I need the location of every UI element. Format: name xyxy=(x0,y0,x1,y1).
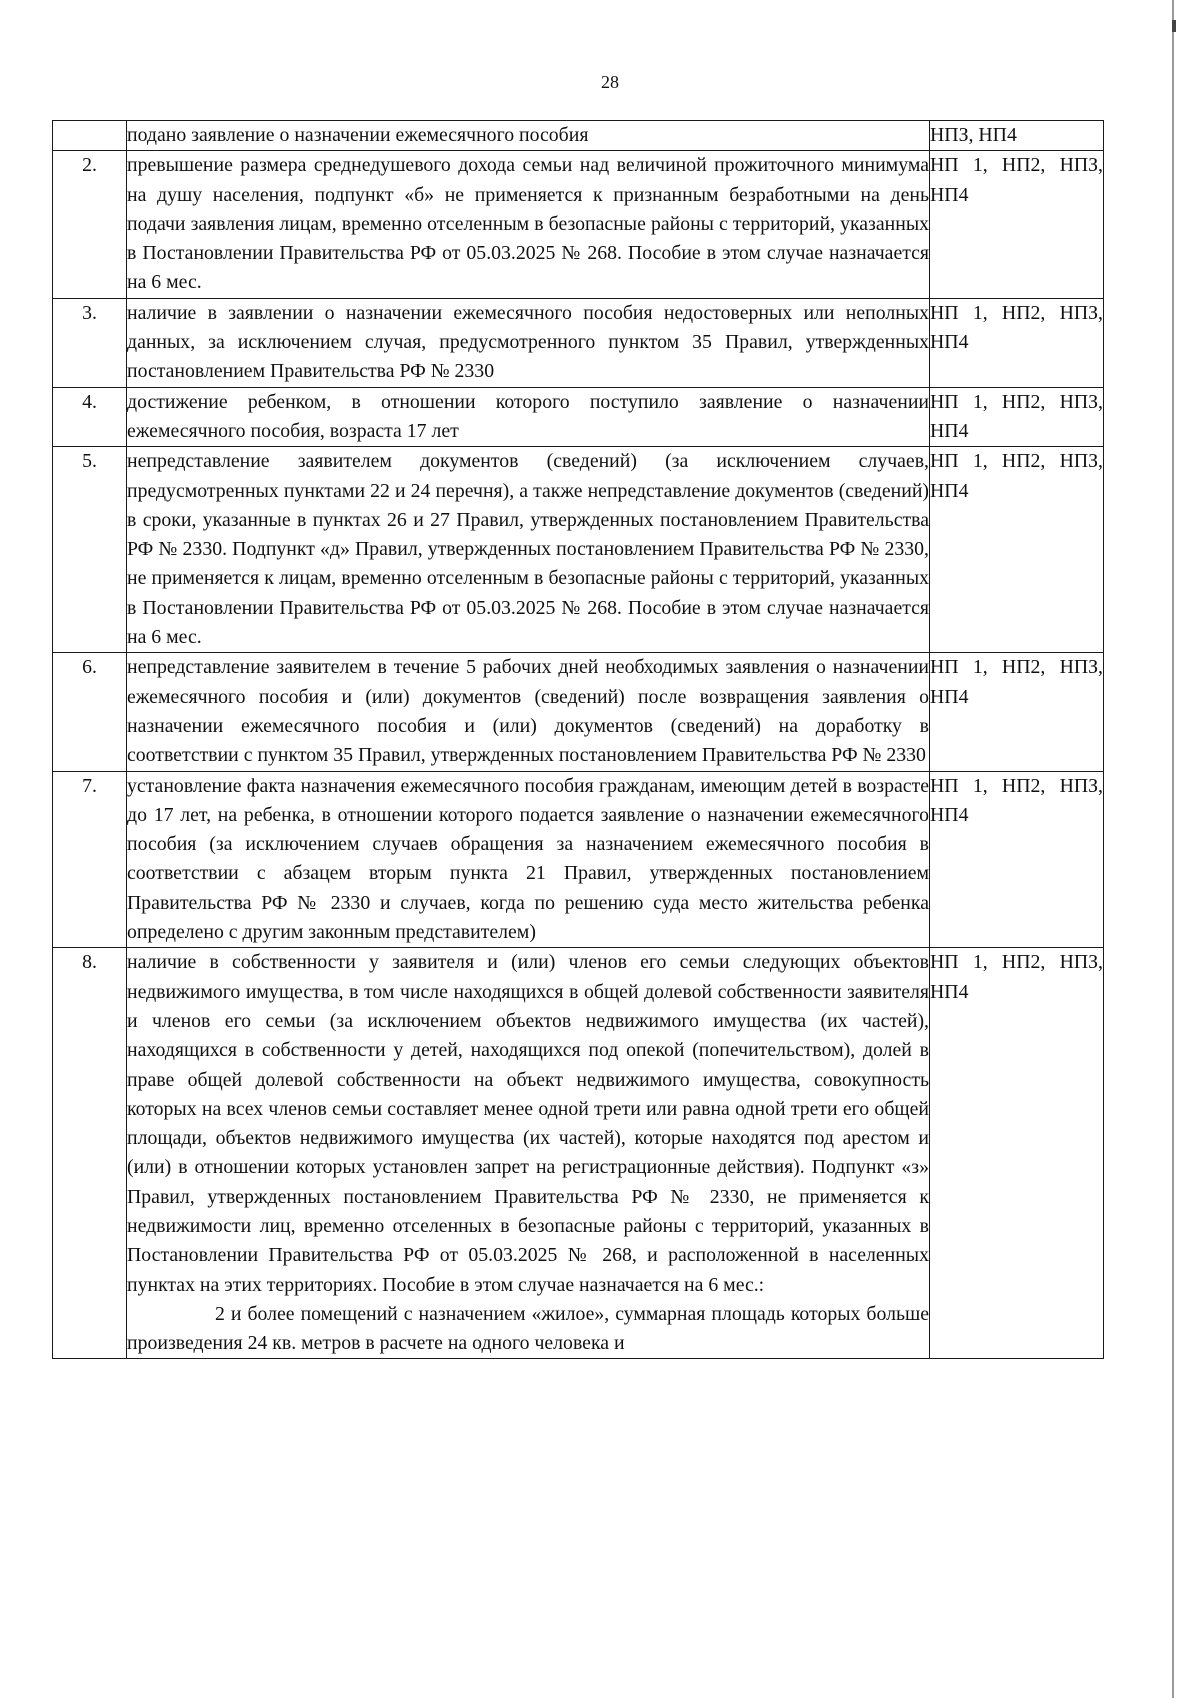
table-row xyxy=(53,653,1104,771)
table-row xyxy=(53,298,1104,387)
row-number: 5. xyxy=(53,447,127,653)
scan-edge-mark xyxy=(1172,20,1176,32)
table-row xyxy=(53,447,1104,653)
row-number: 7. xyxy=(53,771,127,948)
row-text: непредставление заявителем в течение 5 рабочих дней необходимых заявления о назначении ежемесячного пособия и (или) документов (сведений) после возвращения заявления о назначении ежемесячного пособия и (или) документов (сведений) на доработку в соответствии с пунктом 35 Правил, утвержденных постановлением Правительства РФ № 2330 xyxy=(127,653,930,771)
row-subitem-text: 2 и более помещений с назначением «жилое», суммарная площадь которых больше произведения 24 кв. метров в расчете на одного человека и xyxy=(127,1302,929,1355)
row-codes: НП 1, НП2, НПЗ, НП4 xyxy=(930,298,1104,387)
page-number: 28 xyxy=(601,72,619,92)
row-codes: НП 1, НП2, НПЗ, НП4 xyxy=(930,447,1104,653)
table-row xyxy=(53,948,1104,1359)
row-number xyxy=(53,121,127,151)
row-codes: НП 1, НП2, НПЗ, НП4 xyxy=(930,151,1104,298)
row-text: достижение ребенком, в отношении которого поступило заявление о назначении ежемесячного пособия, возраста 17 лет xyxy=(127,387,930,447)
row-text: непредставление заявителем документов (сведений) (за исключением случаев, предусмотренных пунктами 22 и 24 перечня), а также непредставление документов (сведений) в сроки, указанные в пунктах 26 и 27 Правил, утвержденных постановлением Правительства РФ № 2330. Подпункт «д» Правил, утвержденных постановлением Правительства РФ № 2330, не применяется к лицам, временно отселенным в безопасные районы с территорий, указанных в Постановлении Правительства РФ от 05.03.2025 № 268. Пособие в этом случае назначается на 6 мес. xyxy=(127,447,930,653)
row-number: 8. xyxy=(53,948,127,1359)
row-number: 6. xyxy=(53,653,127,771)
row-number: 4. xyxy=(53,387,127,447)
row-text-cell xyxy=(127,948,930,1359)
table-row xyxy=(53,387,1104,447)
row-text: наличие в собственности у заявителя и (или) членов его семьи следующих объектов недвижимого имущества, в том числе находящихся в общей долевой собственности заявителя и членов его семьи (за исключением объектов недвижимого имущества (их частей), находящихся в собственности у детей, находящихся под опекой (попечительством), долей в праве общей долевой собственности на объект недвижимого имущества, совокупность которых на всех членов семьи составляет менее одной трети или равна одной трети его общей площади, объектов недвижимого имущества (их частей), которые находятся под арестом и (или) в отношении которых установлен запрет на регистрационные действия). Подпункт «з» Правил, утвержденных постановлением Правительства РФ № 2330, не применяется к недвижимости лиц, временно отселенных в безопасные районы с территорий, указанных в Постановлении Правительства РФ от 05.03.2025 № 268, и расположенной в населенных пунктах на этих территориях. Пособие в этом случае назначается на 6 мес.: xyxy=(127,951,929,1296)
table-row xyxy=(53,151,1104,298)
table-row xyxy=(53,121,1104,151)
row-codes: НПЗ, НП4 xyxy=(930,121,1104,151)
row-text: наличие в заявлении о назначении ежемесячного пособия недостоверных или неполных данных, за исключением случая, предусмотренного пунктом 35 Правил, утвержденных постановлением Правительства РФ № 2330 xyxy=(127,298,930,387)
row-codes: НП 1, НП2, НПЗ, НП4 xyxy=(930,653,1104,771)
row-text: превышение размера среднедушевого дохода семьи над величиной прожиточного минимума на душу населения, подпункт «б» не применяется к признанным безработными на день подачи заявления лицам, временно отселенным в безопасные районы с территорий, указанных в Постановлении Правительства РФ от 05.03.2025 № 268. Пособие в этом случае назначается на 6 мес. xyxy=(127,151,930,298)
row-text: установление факта назначения ежемесячного пособия гражданам, имеющим детей в возрасте до 17 лет, на ребенка, в отношении которого подается заявление о назначении ежемесячного пособия (за исключением случаев обращения за назначением ежемесячного пособия в соответствии с абзацем вторым пункта 21 Правил, утвержденных постановлением Правительства РФ № 2330 и случаев, когда по решению суда место жительства ребенка определено с другим законным представителем) xyxy=(127,771,930,948)
row-codes: НП 1, НП2, НПЗ, НП4 xyxy=(930,771,1104,948)
row-codes: НП 1, НП2, НПЗ, НП4 xyxy=(930,948,1104,1359)
table-row xyxy=(53,771,1104,948)
row-codes: НП 1, НП2, НПЗ, НП4 xyxy=(930,387,1104,447)
row-text: подано заявление о назначении ежемесячного пособия xyxy=(127,121,930,151)
scan-edge-line xyxy=(1172,0,1174,1698)
grounds-table xyxy=(52,120,1104,1359)
row-number: 2. xyxy=(53,151,127,298)
row-number: 3. xyxy=(53,298,127,387)
